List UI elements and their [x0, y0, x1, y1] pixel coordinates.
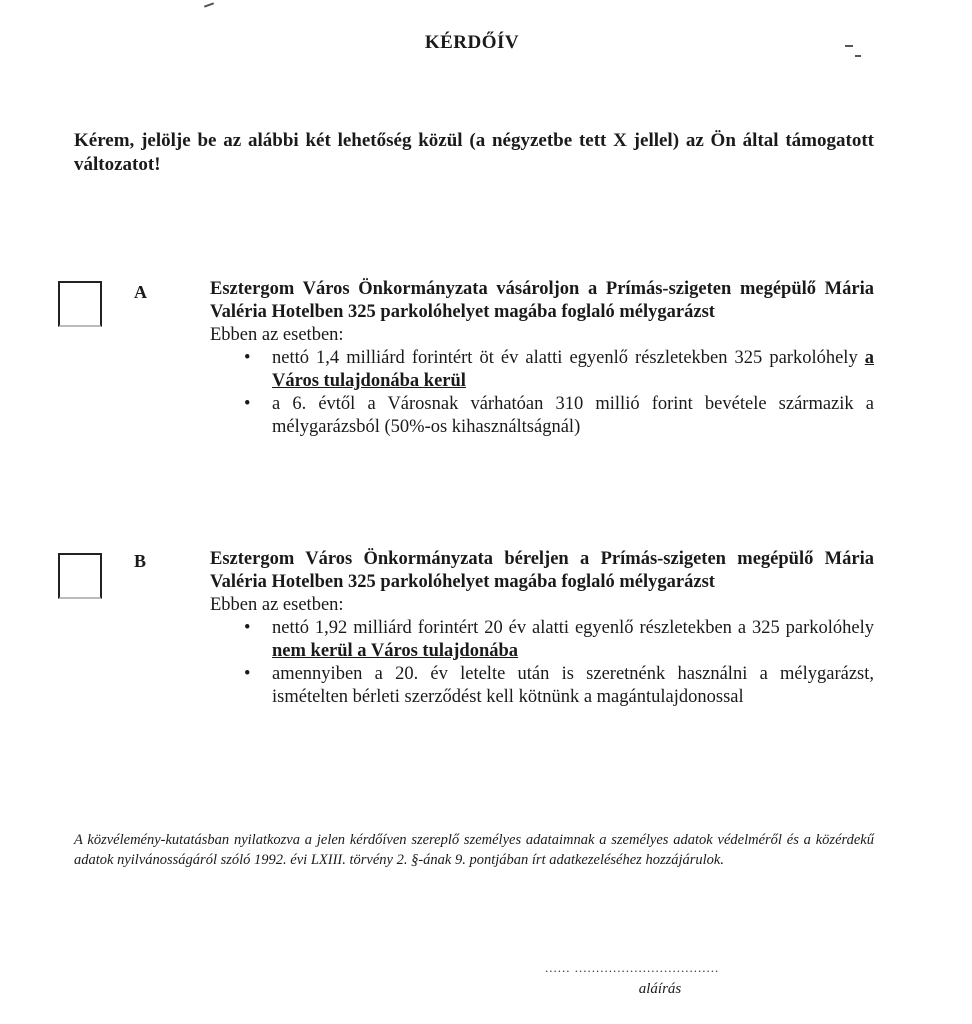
option-a-heading: Esztergom Város Önkormányzata vásároljon a Prímás-szigeten megépülő Mária Valéria Hotelben 325 parkolóhelyet magába foglaló mélygarázst	[210, 279, 874, 322]
signature-label: aláírás	[638, 981, 682, 997]
checkbox-option-a[interactable]	[58, 281, 102, 327]
option-a-letter: A	[134, 282, 147, 302]
instruction-text: Kérem, jelölje be az alábbi két lehetőség közül (a négyzetbe tett X jellel) az Ön által támogatott változatot!	[74, 130, 874, 175]
bullet-icon: •	[244, 394, 251, 414]
list-item	[244, 347, 874, 393]
bullet-icon: •	[244, 348, 251, 368]
option-b-letter: B	[134, 551, 147, 571]
option-b-bullet-list	[210, 617, 874, 709]
consent-footnote: A közvélemény-kutatásban nyilatkozva a jelen kérdőíven szereplő személyes adataimnak a személyes adatok védelméről és a közérdekű adatok nyilvánosságáról szóló 1992. évi LXIII. törvény 2. §-ának 9. pontjában írt adatkezeléséhez hozzájárulok.	[74, 832, 874, 868]
option-a-block	[210, 278, 874, 439]
signature-line[interactable]: ...... ..................................	[545, 960, 720, 975]
list-item	[244, 393, 874, 439]
option-b-bullet1-text: nettó 1,92 milliárd forintért 20 év alatti egyenlő részletekben a 325 parkolóhely	[272, 618, 874, 638]
option-a-bullet-list	[210, 347, 874, 439]
bullet-icon: •	[244, 618, 251, 638]
list-item	[244, 663, 874, 709]
list-item	[244, 617, 874, 663]
option-b-bullet1-emphasis: nem kerül a Város tulajdonába	[272, 641, 519, 661]
option-a-bullet1-emphasis: a Város tulajdonába kerül	[272, 348, 874, 391]
checkbox-option-b[interactable]	[58, 553, 102, 599]
scan-speck	[204, 2, 214, 7]
page-title: KÉRDŐÍV	[424, 32, 520, 53]
bullet-icon: •	[244, 664, 251, 684]
option-a-bullet1-text: nettó 1,4 milliárd forintért öt év alatti egyenlő részletekben 325 parkolóhely	[272, 348, 865, 368]
option-a-lead: Ebben az esetben:	[210, 325, 344, 345]
scan-speck	[855, 55, 861, 57]
option-a-bullet2-text: a 6. évtől a Városnak várhatóan 310 millió forint bevétele származik a mélygarázsból (50%-os kihasználtságnál)	[272, 394, 874, 437]
option-b-lead: Ebben az esetben:	[210, 595, 344, 615]
option-b-bullet2-text: amennyiben a 20. év letelte után is szeretnénk használni a mélygarázst, ismételten bérleti szerződést kell kötnünk a magántulajdonossal	[272, 664, 874, 707]
option-b-heading: Esztergom Város Önkormányzata béreljen a Prímás-szigeten megépülő Mária Valéria Hotelben 325 parkolóhelyet magába foglaló mélygarázst	[210, 549, 874, 592]
option-b-block	[210, 548, 874, 709]
